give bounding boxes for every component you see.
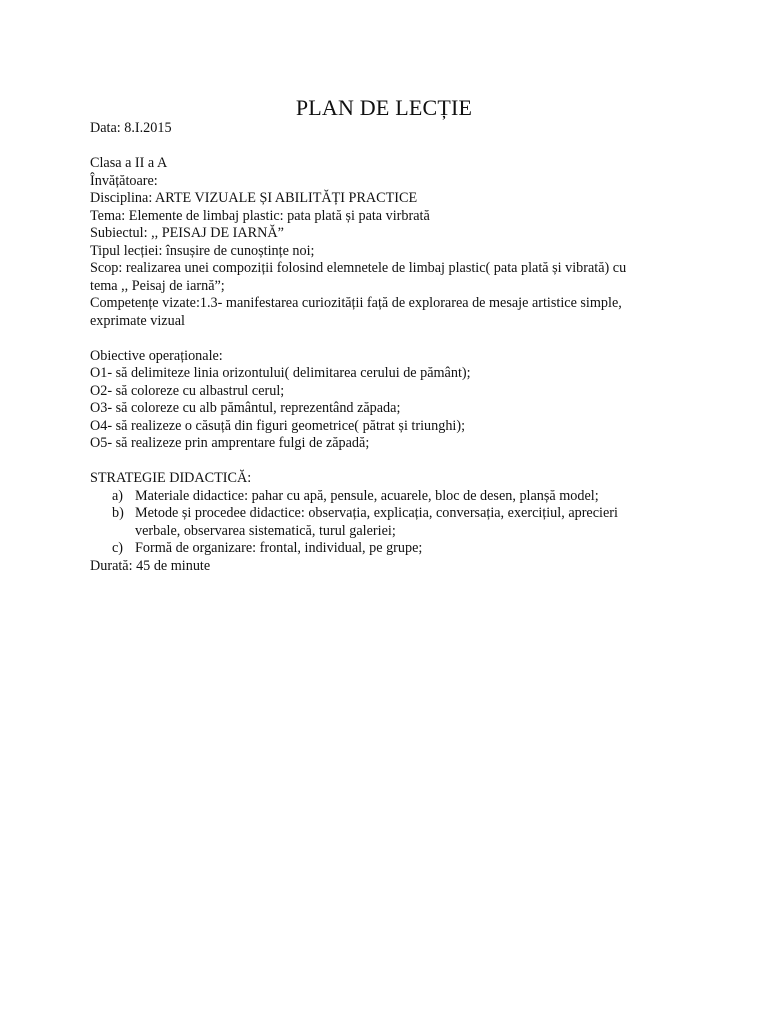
competences-line: Competențe vizate:1.3- manifestarea curiozității față de explorarea de mesaje artistice simple,: [90, 295, 622, 311]
objective-item: O2- să coloreze cu albastrul cerul;: [90, 382, 285, 399]
list-marker: c): [112, 540, 124, 556]
strategy-list: [90, 488, 690, 558]
objective-item: O5- să realizeze prin amprentare fulgi de zăpadă;: [90, 435, 370, 451]
theme-line: Tema: Elemente de limbaj plastic: pata plată și pata virbrată: [90, 207, 430, 224]
blank-line: [90, 330, 690, 348]
competences-line-continued: exprimate vizual: [90, 312, 185, 329]
strategy-item-text: Formă de organizare: frontal, individual, pe grupe;: [135, 540, 423, 556]
scope-line: Scop: realizarea unei compoziții folosind elemnetele de limbaj plastic( pata plată și vibrată) cu: [90, 260, 627, 276]
strategy-heading: STRATEGIE DIDACTICĂ:: [90, 470, 252, 486]
blank-line: [90, 138, 690, 156]
objectives-heading: Obiective operaționale:: [90, 347, 223, 364]
lesson-type-line: Tipul lecției: însușire de cunoștințe noi;: [90, 242, 315, 259]
strategy-item: [90, 505, 690, 540]
date-line: Data: 8.I.2015: [90, 120, 172, 136]
list-marker: a): [112, 487, 124, 504]
blank-line: [90, 453, 690, 471]
duration-line: Durată: 45 de minute: [90, 557, 211, 574]
list-marker: b): [112, 505, 124, 521]
strategy-item-text: Metode și procedee didactice: observația, explicația, conversația, exercițiul, aprecieri: [135, 505, 618, 521]
class-line: Clasa a II a A: [90, 155, 168, 171]
objective-item: O1- să delimiteze linia orizontului( delimitarea cerului de pământ);: [90, 365, 471, 381]
page-title: PLAN DE LECȚIE: [295, 95, 473, 120]
strategy-item-text-continued: verbale, observarea sistematică, turul galeriei;: [135, 522, 396, 539]
scope-line-continued: tema ,, Peisaj de iarnă”;: [90, 277, 225, 294]
discipline-line: Disciplina: ARTE VIZUALE ȘI ABILITĂȚI PRACTICE: [90, 190, 418, 206]
subject-line: Subiectul: ,, PEISAJ DE IARNĂ”: [90, 225, 284, 241]
lesson-plan-body: [90, 120, 690, 575]
strategy-item: [90, 540, 690, 558]
strategy-item-text: Materiale didactice: pahar cu apă, pensule, acuarele, bloc de desen, planșă model;: [135, 487, 599, 504]
strategy-item: [90, 488, 690, 506]
objective-item: O3- să coloreze cu alb pământul, reprezentând zăpada;: [90, 400, 401, 416]
objective-item: O4- să realizeze o căsuță din figuri geometrice( pătrat și triunghi);: [90, 417, 466, 434]
teacher-line: Învățătoare:: [90, 172, 158, 189]
